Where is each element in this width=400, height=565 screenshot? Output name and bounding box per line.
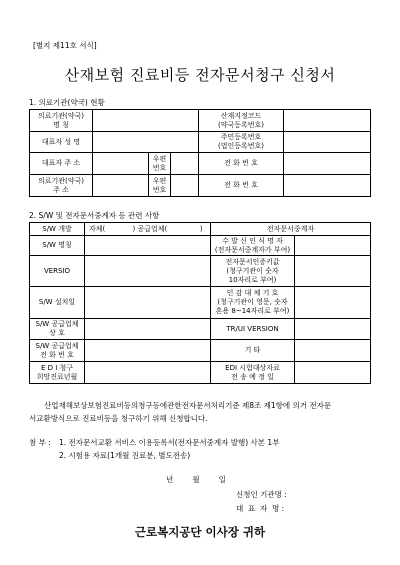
sw-name-label: S/W 명칭: [30, 236, 85, 256]
phone-value-2[interactable]: [284, 175, 371, 197]
edi-claim-month-value[interactable]: [85, 362, 211, 384]
section1-heading: 1. 의료기관(약국) 현황: [29, 98, 105, 107]
auth-key-label: 전자문서인증키값 (청구기관이 숫자 10자리로 부여): [211, 256, 295, 287]
table-row: [30, 287, 371, 319]
addressee: 근로복지공단 이사장 귀하: [134, 525, 266, 539]
edi-claim-month-label: E D I 청구 희망진료년월: [30, 362, 85, 384]
table-row: [30, 132, 371, 153]
tr-ui-version-value[interactable]: [295, 319, 371, 340]
supplier-name-label: S/W 공급업체 상 호: [30, 319, 85, 340]
software-info-table: [29, 222, 371, 384]
table-row: [30, 110, 371, 132]
install-date-label: S/W 설치일: [30, 287, 85, 319]
representative-name-label: 대표자 성 명: [30, 132, 93, 153]
in-house-option[interactable]: 자체(: [85, 223, 133, 236]
tr-ui-version-label: TR/UI VERSION: [211, 319, 295, 340]
supplier-option[interactable]: ) 공급업체(: [133, 223, 193, 236]
designation-code-label: 산재지정코드 (약국등록번호): [199, 110, 284, 132]
paragraph-line1: 산업재해보상보험진료비등의청구등에관한전자문서처리기준 제8조 제1항에 의거 전자문: [44, 401, 332, 410]
edi-relay-label: 전자문서중계자: [211, 223, 371, 236]
applicant-institution-label: 신청인 기관명 :: [236, 490, 287, 499]
institution-info-table: [29, 109, 371, 197]
institution-address-value[interactable]: [93, 175, 149, 197]
institution-name-value[interactable]: [93, 110, 199, 132]
version-value[interactable]: [85, 256, 211, 287]
attachment-item-2: 2. 시험용 자료(1개월 진료분, 별도전송): [59, 451, 191, 460]
attachment-label: 첨 부 :: [29, 438, 51, 447]
table-row: [30, 223, 371, 236]
registration-number-label: 주민등록번호 (법인등록번호): [199, 132, 284, 153]
postal-code-label: 우편 번호: [149, 153, 171, 175]
form-number: [별지 제11호 서식]: [33, 41, 97, 50]
representative-name-value[interactable]: [93, 132, 199, 153]
registration-number-value[interactable]: [284, 132, 371, 153]
sender-id-value[interactable]: [295, 236, 371, 256]
representative-address-label: 대표자 주 소: [30, 153, 93, 175]
paragraph-line2: 서교환방식으로 진료비등을 청구하기 위해 신청합니다.: [29, 414, 208, 423]
postal-code-value-2[interactable]: [171, 175, 199, 197]
sender-id-label: 수 발 신 인 식 명 자 (전자문서중계자가 부여): [211, 236, 295, 256]
phone-label: 전 화 번 호: [199, 153, 284, 175]
date-line: 년 월 일: [166, 475, 226, 484]
institution-name-label: 의료기관(약국) 명 칭: [30, 110, 93, 132]
auth-key-value[interactable]: [295, 256, 371, 287]
table-row: [30, 362, 371, 384]
supplier-name-value[interactable]: [85, 319, 211, 340]
table-row: [30, 153, 371, 175]
representative-label: 대 표 자 명 :: [236, 504, 285, 513]
edi-test-date-value[interactable]: [295, 362, 371, 384]
page-title: 산재보험 진료비등 전자문서청구 신청서: [64, 66, 336, 84]
phone-label-2: 전 화 번 호: [199, 175, 284, 197]
supplier-close: ): [193, 223, 211, 236]
other-value[interactable]: [295, 340, 371, 362]
seal-code-value[interactable]: [295, 287, 371, 319]
table-row: [30, 319, 371, 340]
phone-value[interactable]: [284, 153, 371, 175]
version-label: VERSIO: [30, 256, 85, 287]
table-row: [30, 236, 371, 256]
install-date-value[interactable]: [85, 287, 211, 319]
institution-address-label: 의료기관(약국) 주 소: [30, 175, 93, 197]
sw-name-value[interactable]: [85, 236, 211, 256]
representative-address-value[interactable]: [93, 153, 149, 175]
supplier-phone-label: S/W 공급업체 전 화 번 호: [30, 340, 85, 362]
section2-heading: 2. S/W 및 전자문서중계자 등 관련 사항: [29, 211, 160, 220]
table-row: [30, 256, 371, 287]
attachment-item-1: 1. 전자문서교환 서비스 이용등록서(전자문서중계자 발행) 사본 1부: [59, 438, 280, 447]
table-row: [30, 340, 371, 362]
supplier-phone-value[interactable]: [85, 340, 211, 362]
edi-test-date-label: EDI 시험대상자료 전 송 예 정 일: [211, 362, 295, 384]
seal-code-label: 인 감 대 체 기 호 (청구기관이 영문, 숫자 혼용 8~14자리로 부여): [211, 287, 295, 319]
postal-code-label-2: 우편 번호: [149, 175, 171, 197]
postal-code-value[interactable]: [171, 153, 199, 175]
designation-code-value[interactable]: [284, 110, 371, 132]
other-label: 기 타: [211, 340, 295, 362]
sw-development-label: S/W 개발: [30, 223, 85, 236]
table-row: [30, 175, 371, 197]
